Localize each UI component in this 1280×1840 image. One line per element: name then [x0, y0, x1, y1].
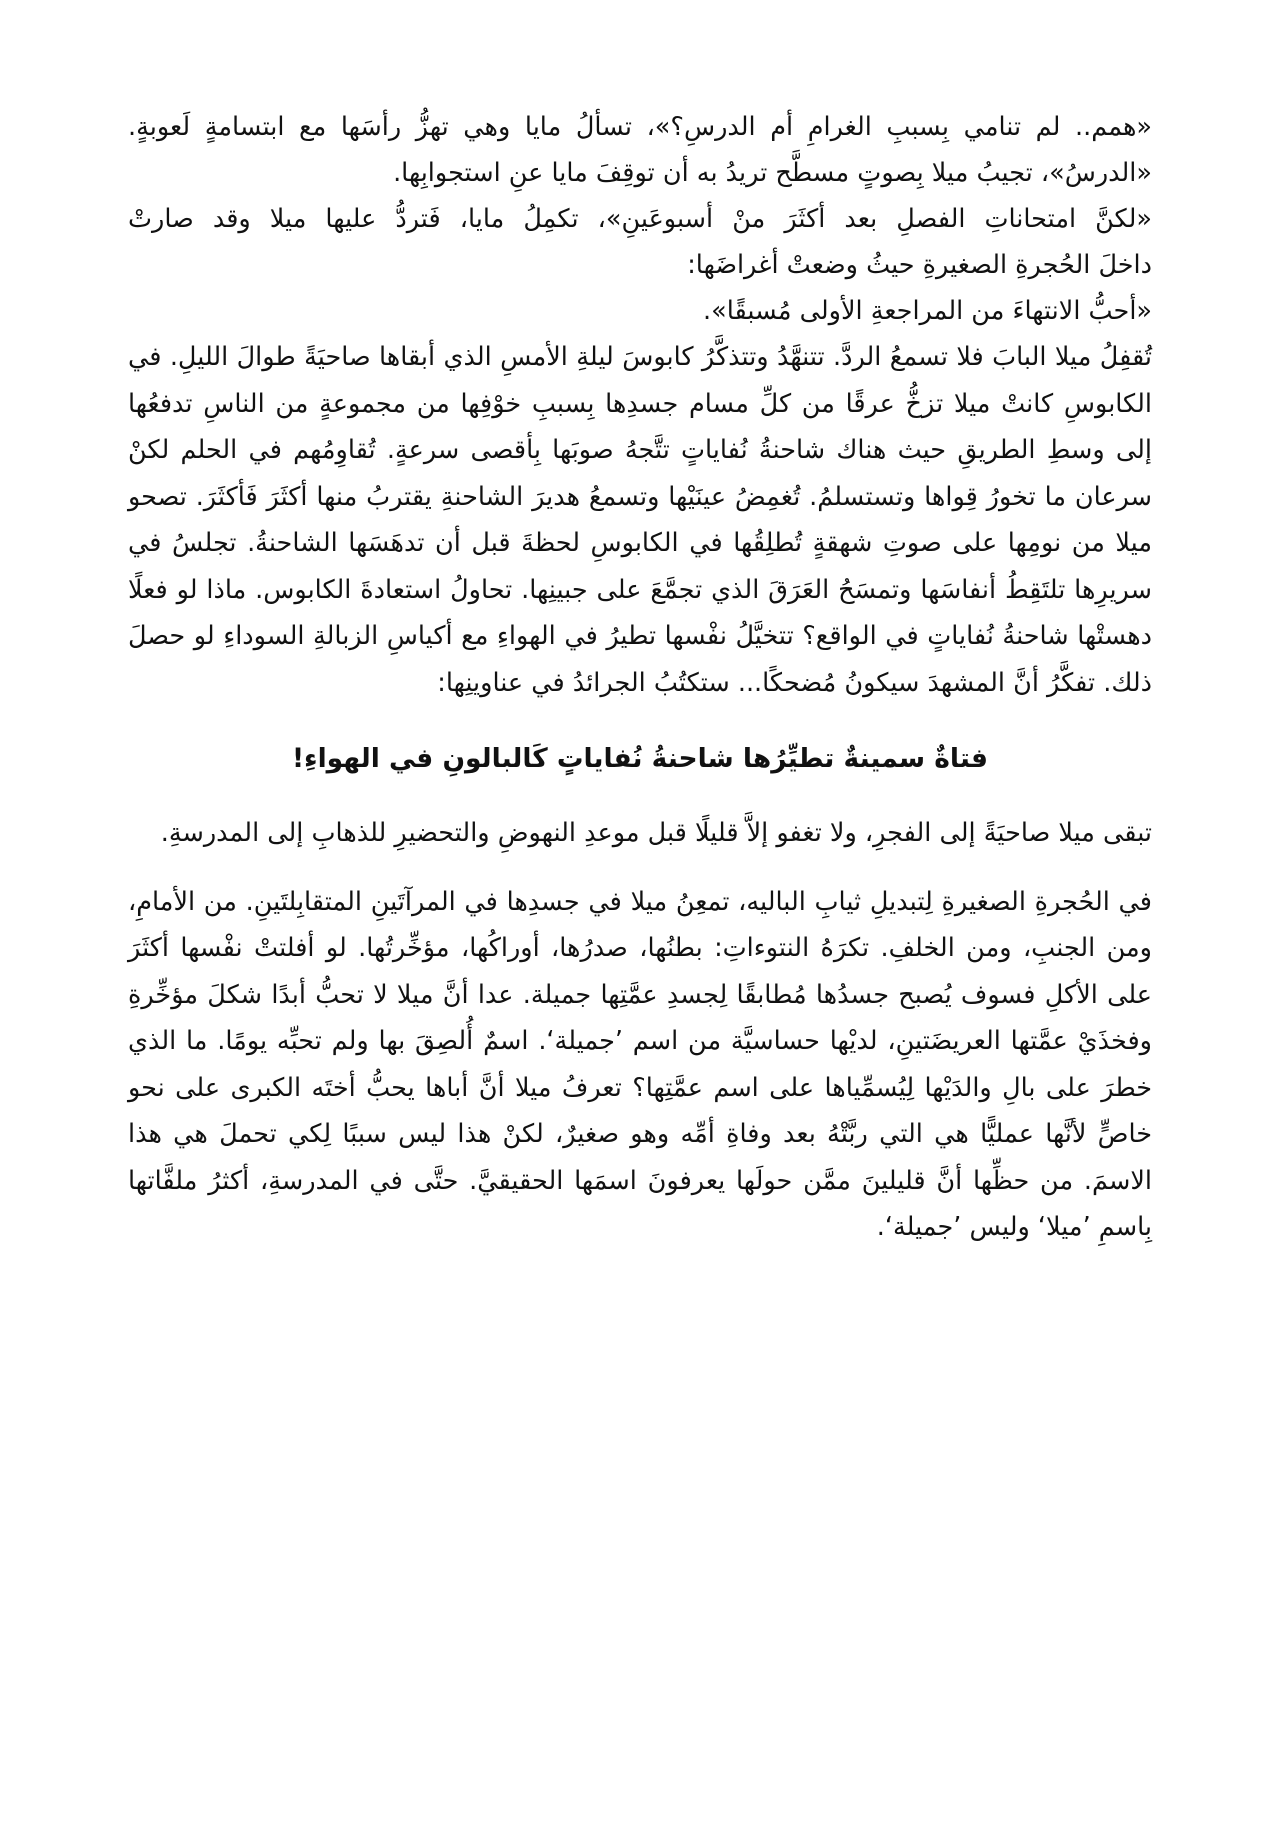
- dialogue-line-4: داخلَ الحُجرةِ الصغيرةِ حيثُ وضعتْ أغراضَها:: [687, 250, 1152, 280]
- newspaper-headline: فتاةٌ سمينةٌ تطيِّرُها شاحنةُ نُفاياتٍ كَالبالونِ في الهواءِ!: [291, 743, 989, 774]
- dialogue-line-3: «لكنَّ امتحاناتِ الفصلِ بعد أكثَرَ منْ أسبوعَينِ»، تكمِلُ مايا، فَتردُّ عليها ميلا وقد صارتْ: [128, 204, 1152, 234]
- dialogue-line-2: «الدرسُ»، تجيبُ ميلا بِصوتٍ مسطَّح تريدُ به أن توقِفَ مايا عنِ استجوابِها.: [393, 158, 1152, 188]
- dialogue-line-5: «أحبُّ الانتهاءَ من المراجعةِ الأولى مُسبقًا».: [703, 296, 1152, 326]
- body-paragraph-1: تُقفِلُ ميلا البابَ فلا تسمعُ الردَّ. تتنهَّدُ وتتذكَّرُ كابوسَ ليلةِ الأمسِ الذي أبقاها صاحيَةً طوالَ الليلِ. في الكابوسِ كانتْ ميلا تزخُّ عرقًا من كلِّ مسام جسدِها بِسببِ خوْفِها من مجموعةٍ من الناسِ تدفعُها إلى وسطِ الطريقِ حيث هناك شاحنةُ نُفاياتٍ تتَّجهُ صوبَها بِأقصى سرعةٍ. تُقاوِمُهم في الحلم لكنْ سرعان ما تخورُ قِواها وتستسلمُ. تُغمِضُ عينَيْها وتسمعُ هديرَ الشاحنةِ يقتربُ منها أكثَرَ فَأكثَرَ. تصحو ميلا من نومِها على صوتِ شهقةٍ تُطلِقُها في الكابوسِ لحظةَ قبل أن تدهَسَها الشاحنةُ. تجلسُ في سريرِها تلتَقِطُ أنفاسَها وتمسَحُ العَرَقَ الذي تجمَّعَ على جبينِها. تحاولُ استعادةَ الكابوس. ماذا لو فعلًا دهستْها شاحنةُ نُفاياتٍ في الواقع؟ تتخيَّلُ نفْسها تطيرُ في الهواءِ مع أكياسِ الزبالةِ السوداءِ لو حصلَ ذلك. تفكَّرُ أنَّ المشهدَ سيكونُ مُضحكًا... ستكتُبُ الجرائدُ في عناوينِها:: [128, 342, 1152, 698]
- dialogue-line-1: «همم.. لم تنامي بِسببِ الغرامِ أم الدرسِ؟»، تسألُ مايا وهي تهزُّ رأسَها مع ابتسامةٍ لَعوبةٍ.: [128, 112, 1152, 142]
- body-paragraph-2: تبقى ميلا صاحيَةً إلى الفجرِ، ولا تغفو إلاَّ قليلًا قبل موعدِ النهوضِ والتحضيرِ للذهابِ إلى المدرسةِ.: [160, 818, 1152, 848]
- page-content: [128, 104, 1152, 1251]
- body-paragraph-3: في الحُجرةِ الصغيرةِ لِتبديلِ ثيابِ الباليه، تمعِنُ ميلا في جسدِها في المرآتَينِ المتقابِلتَينِ. من الأمامِ، ومن الجنبِ، ومن الخلفِ. تكرَهُ النتوءاتِ: بطنُها، صدرُها، أوراكُها، مؤخِّرتُها. لو أفلتتْ نفْسها أكثَرَ على الأكلِ فسوف يُصبح جسدُها مُطابقًا لِجسدِ عمَّتِها جميلة. عدا أنَّ ميلا لا تحبُّ أبدًا شكلَ مؤخِّرةِ وفخذَيْ عمَّتها العريضَتينِ، لديْها حساسيَّة من اسم ’جميلة‘. اسمٌ أُلصِقَ بها ولم تحبِّه يومًا. ما الذي خطرَ على بالِ والدَيْها لِيُسمِّياها على اسم عمَّتِها؟ تعرفُ ميلا أنَّ أباها يحبُّ أختَه الكبرى على نحو خاصٍّ لأنَّها عمليًّا هي التي ربَّتْهُ بعد وفاةِ أمِّه وهو صغيرٌ، لكنْ هذا ليس سببًا لِكي تحملَ هي هذا الاسمَ. من حظِّها أنَّ قليلينَ ممَّن حولَها يعرفونَ اسمَها الحقيقيَّ. حتَّى في المدرسةِ، أكثرُ ملفَّاتها بِاسمِ ’ميلا‘ وليس ’جميلة‘.: [128, 886, 1152, 1242]
- paragraph-spacer: [128, 857, 1152, 879]
